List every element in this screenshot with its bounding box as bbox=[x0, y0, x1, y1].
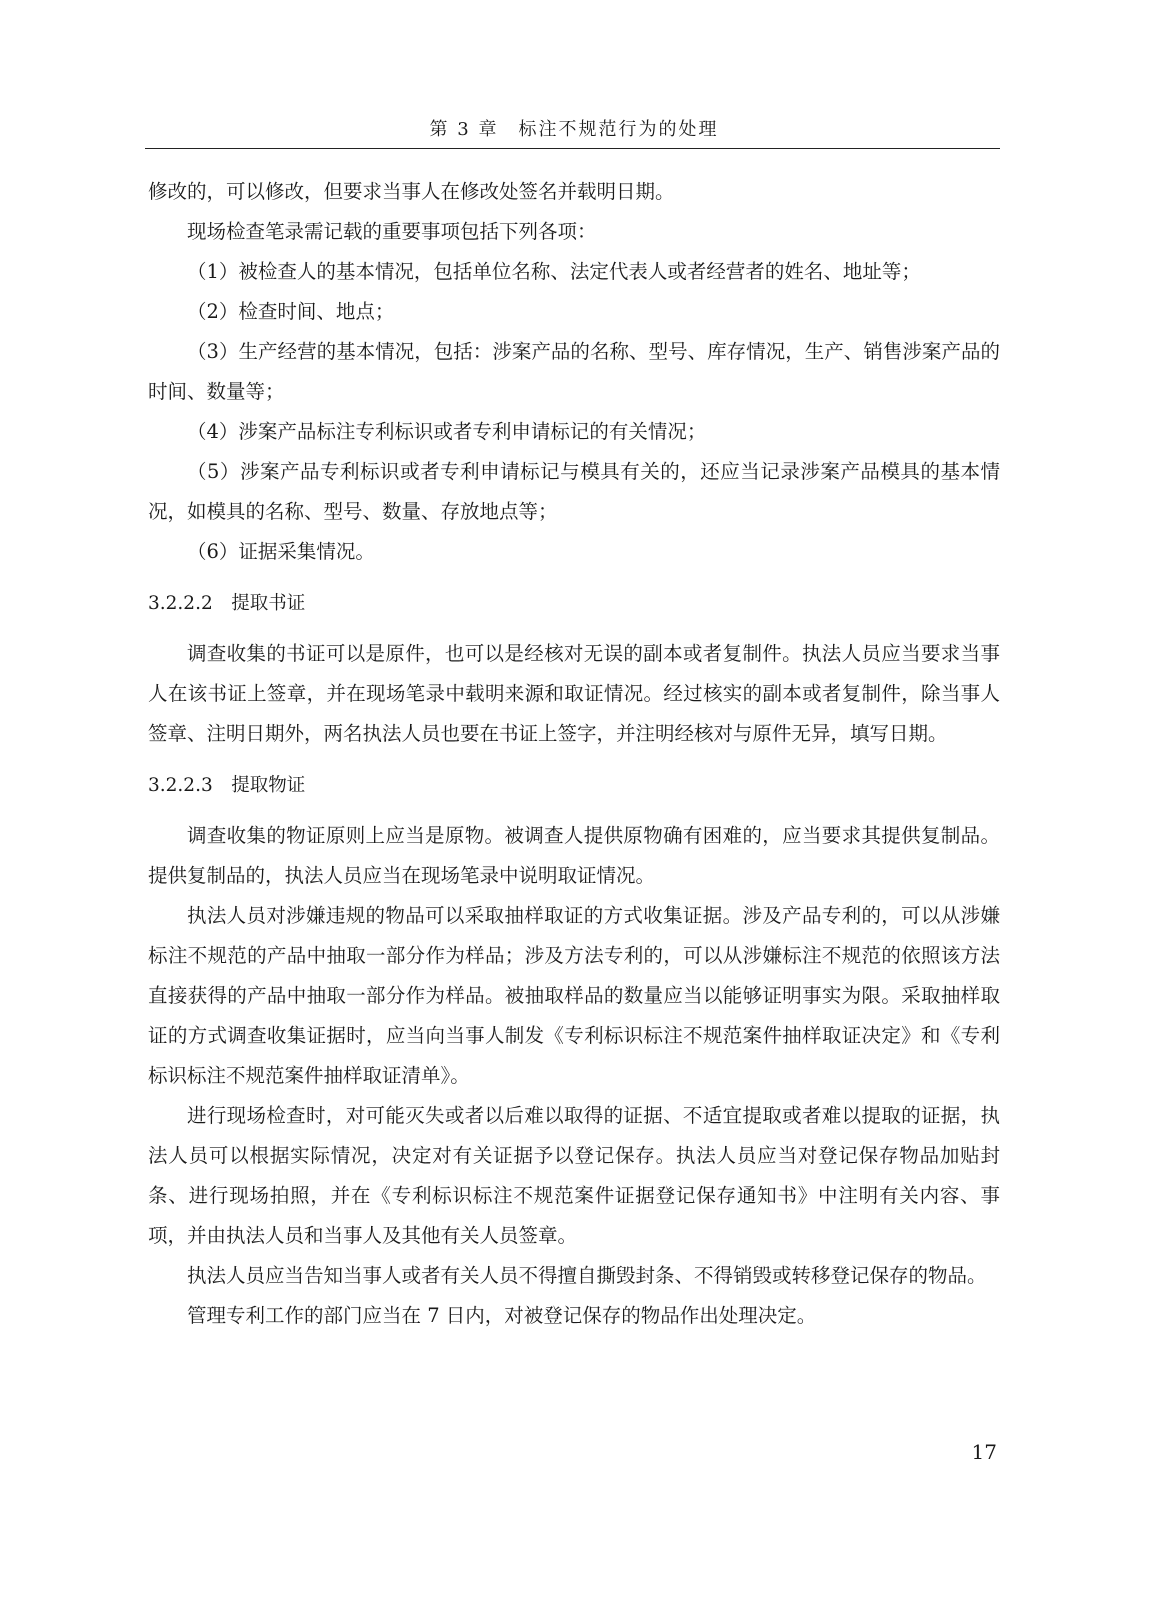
section-heading: 3.2.2.2 提取书证 bbox=[148, 593, 306, 614]
paragraph: 现场检查笔录需记载的重要事项包括下列各项： bbox=[187, 220, 597, 243]
list-item: （3）生产经营的基本情况，包括：涉案产品的名称、型号、库存情况，生产、销售涉案产品的时间、数量等； bbox=[148, 340, 1000, 403]
header-rule bbox=[145, 148, 1000, 149]
section-heading: 3.2.2.3 提取物证 bbox=[148, 775, 306, 796]
list-item: （2）检查时间、地点； bbox=[187, 300, 395, 323]
paragraph: 进行现场检查时，对可能灭失或者以后难以取得的证据、不适宜提取或者难以提取的证据，执法人员可以根据实际情况，决定对有关证据予以登记保存。执法人员应当对登记保存物品加贴封条、进行现场拍照，并在《专利标识标注不规范案件证据登记保存通知书》中注明有关内容、事项，并由执法人员和当事人及其他有关人员签章。 bbox=[148, 1104, 1000, 1247]
paragraph: 执法人员应当告知当事人或者有关人员不得擅自撕毁封条、不得销毁或转移登记保存的物品。 bbox=[187, 1264, 987, 1287]
list-item: （6）证据采集情况。 bbox=[187, 540, 375, 563]
paragraph: 执法人员对涉嫌违规的物品可以采取抽样取证的方式收集证据。涉及产品专利的，可以从涉嫌标注不规范的产品中抽取一部分作为样品；涉及方法专利的，可以从涉嫌标注不规范的依照该方法直接获得的产品中抽取一部分作为样品。被抽取样品的数量应当以能够证明事实为限。采取抽样取证的方式调查收集证据时，应当向当事人制发《专利标识标注不规范案件抽样取证决定》和《专利标识标注不规范案件抽样取证清单》。 bbox=[148, 904, 1000, 1087]
list-item: （1）被检查人的基本情况，包括单位名称、法定代表人或者经营者的姓名、地址等； bbox=[187, 260, 921, 283]
page-number: 17 bbox=[971, 1440, 997, 1464]
paragraph: 调查收集的书证可以是原件，也可以是经核对无误的副本或者复制件。执法人员应当要求当事人在该书证上签章，并在现场笔录中载明来源和取证情况。经过核实的副本或者复制件，除当事人签章、注明日期外，两名执法人员也要在书证上签字，并注明经核对与原件无异，填写日期。 bbox=[148, 642, 1000, 745]
paragraph: 管理专利工作的部门应当在 7 日内，对被登记保存的物品作出处理决定。 bbox=[187, 1304, 817, 1327]
paragraph: 调查收集的物证原则上应当是原物。被调查人提供原物确有困难的，应当要求其提供复制品。提供复制品的，执法人员应当在现场笔录中说明取证情况。 bbox=[148, 824, 1000, 887]
page-body bbox=[148, 172, 1000, 1336]
list-item: （4）涉案产品标注专利标识或者专利申请标记的有关情况； bbox=[187, 420, 707, 443]
paragraph: 修改的，可以修改，但要求当事人在修改处签名并载明日期。 bbox=[148, 180, 675, 203]
list-item: （5）涉案产品专利标识或者专利申请标记与模具有关的，还应当记录涉案产品模具的基本情况，如模具的名称、型号、数量、存放地点等； bbox=[148, 460, 1000, 523]
running-header: 第 3 章 标注不规范行为的处理 bbox=[429, 119, 719, 140]
